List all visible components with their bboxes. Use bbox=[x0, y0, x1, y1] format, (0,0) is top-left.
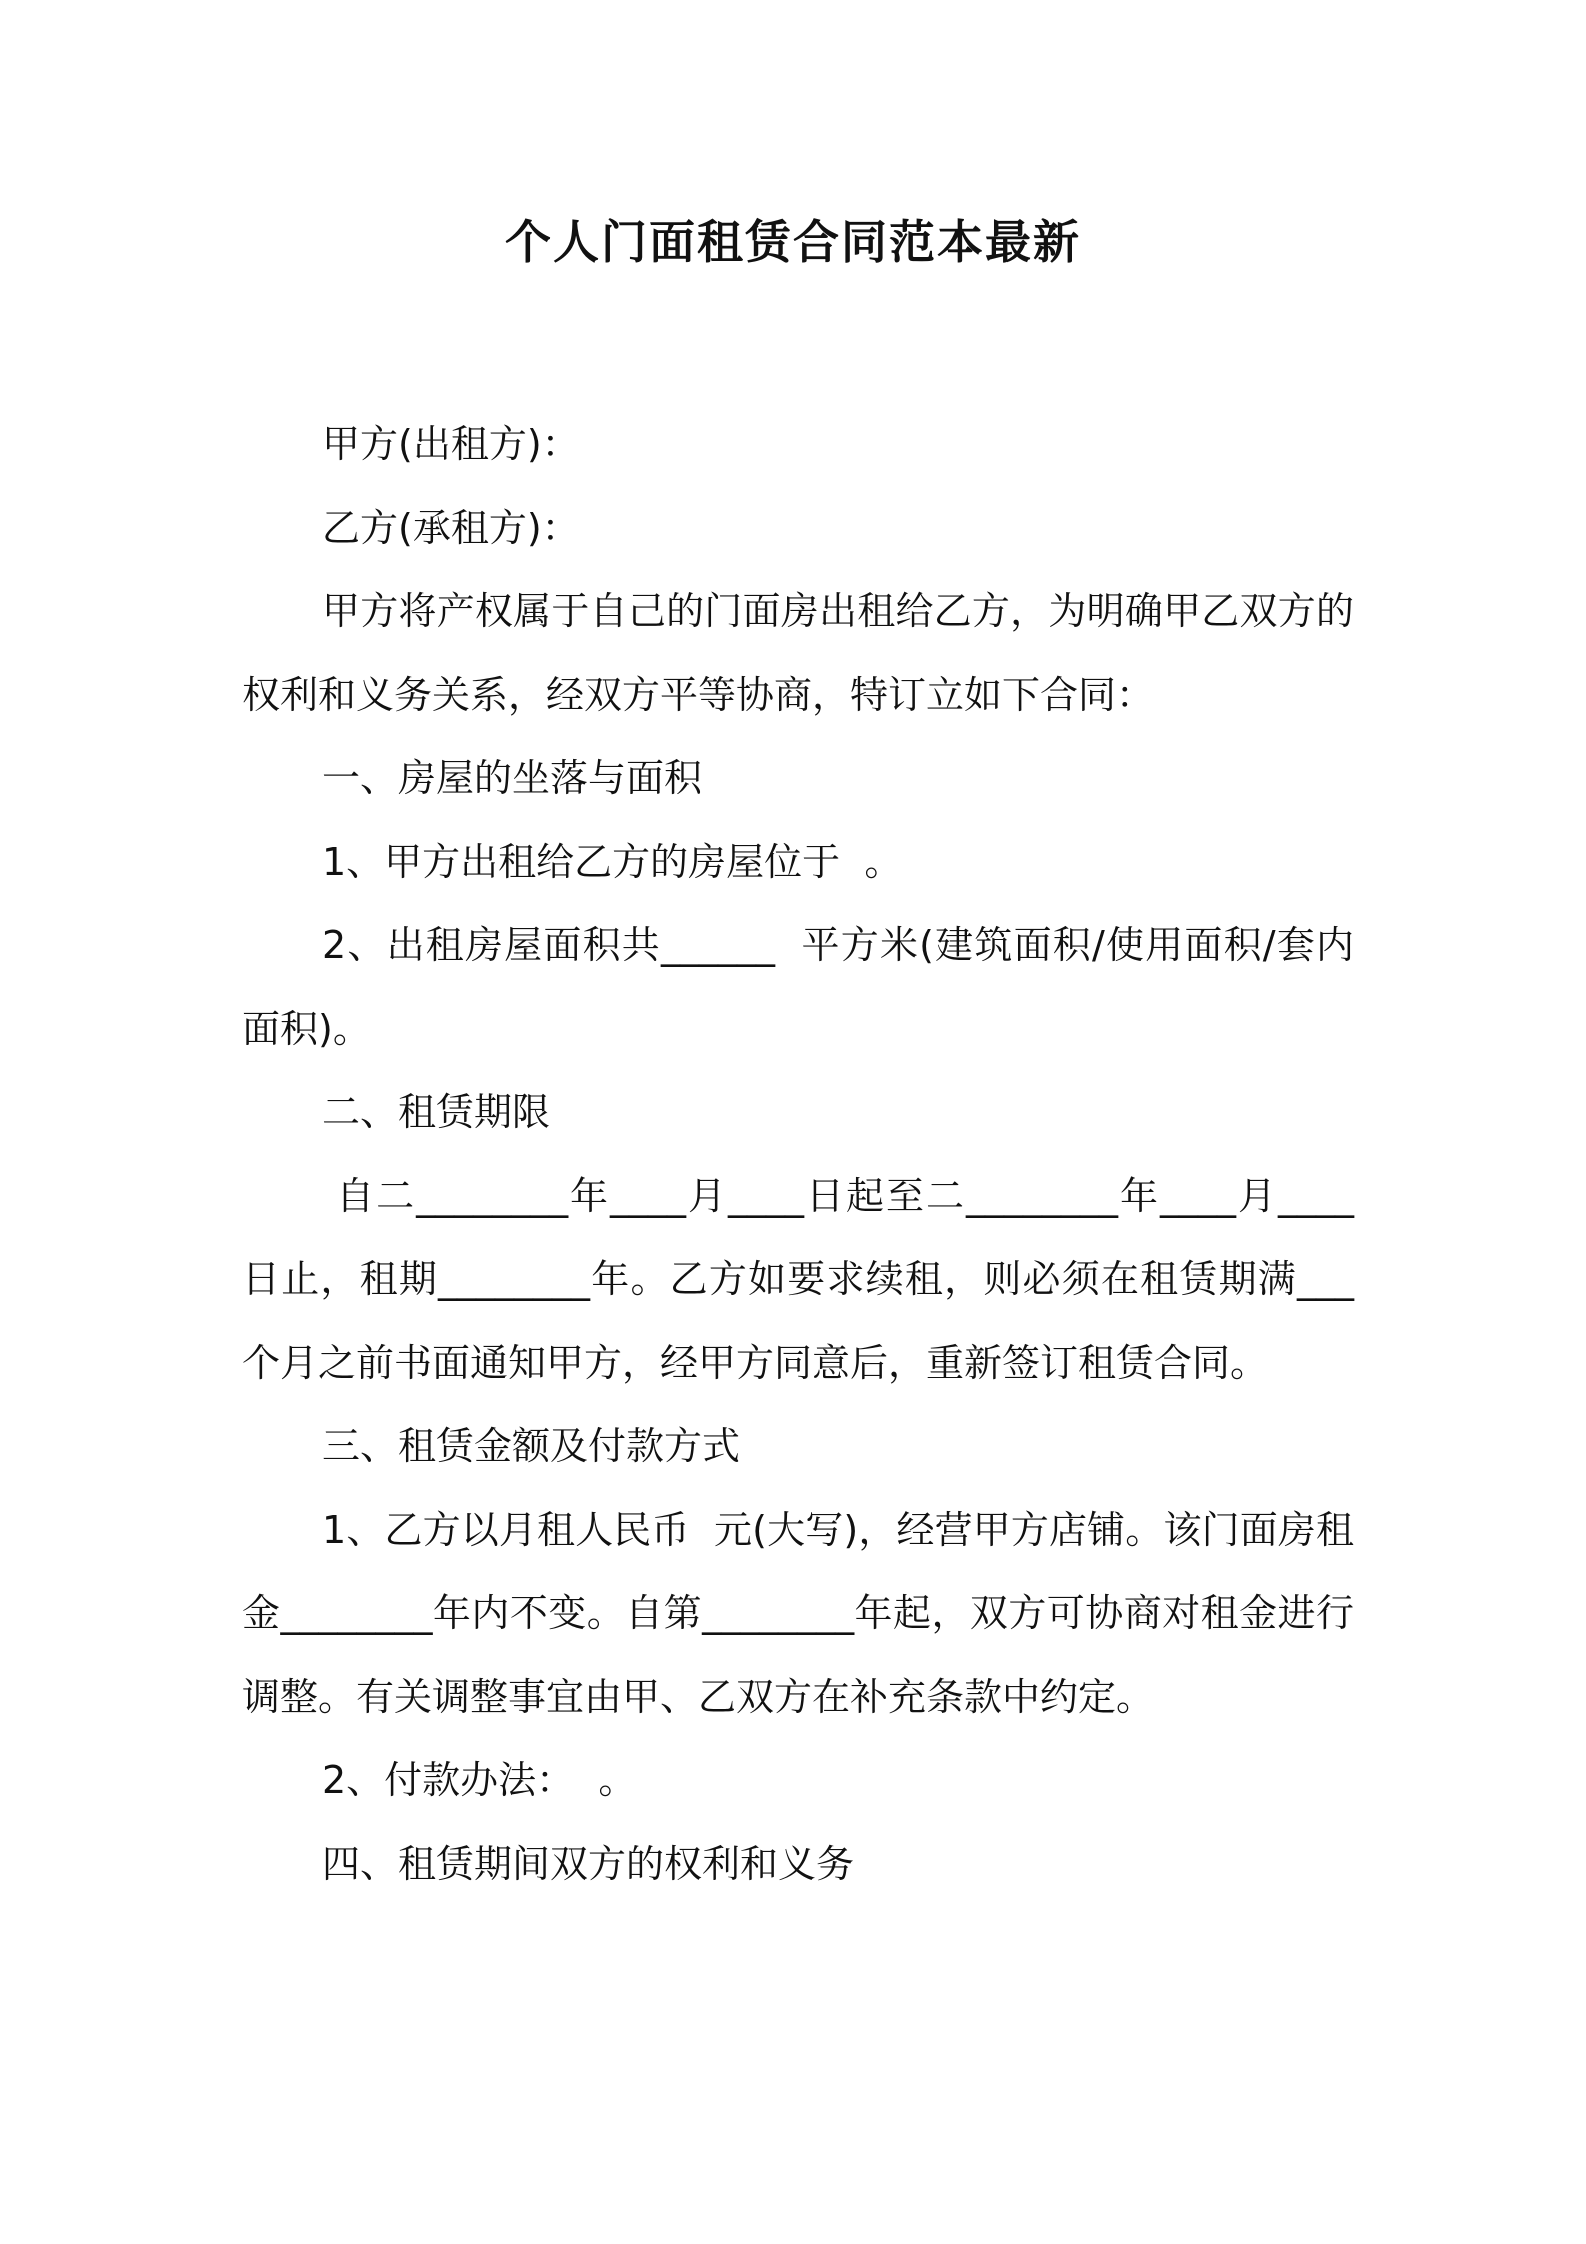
section-heading-rent: 三、租赁金额及付款方式 bbox=[322, 1424, 741, 1468]
party-a-line: 甲方(出租方)： bbox=[322, 422, 580, 466]
party-b-line: 乙方(承租方)： bbox=[322, 505, 580, 550]
preamble-paragraph: 甲方将产权属于自己的门面房出租给乙方，为明确甲乙双方的权利和义务关系，经双方平等协商，特订立如下合同： bbox=[242, 589, 1354, 717]
clause-payment-method: 2、付款办法： 。 bbox=[322, 1758, 637, 1802]
document-title: 个人门面租赁合同范本最新 bbox=[505, 215, 1081, 269]
clause-location: 1、甲方出租给乙方的房屋位于 。 bbox=[322, 839, 903, 884]
section-heading-location: 一、房屋的坐落与面积 bbox=[322, 756, 703, 800]
section-heading-rights: 四、租赁期间双方的权利和义务 bbox=[322, 1841, 855, 1886]
clause-term: 自二________年____月____日起至二________年____月____日止，租期________年。乙方如要求续租，则必须在租赁期满___个月之前书面通知甲方，经甲方同意后，重新签订租赁合同。 bbox=[242, 1173, 1354, 1385]
clause-rent-amount: 1、乙方以月租人民币 元(大写)，经营甲方店铺。该门面房租金________年内不变。自第________年起，双方可协商对租金进行调整。有关调整事宜由甲、乙双方在补充条款中约定。 bbox=[242, 1507, 1354, 1719]
clause-area: 2、出租房屋面积共______ 平方米(建筑面积/使用面积/套内面积)。 bbox=[242, 923, 1354, 1051]
document-body bbox=[242, 403, 1354, 1906]
section-heading-term: 二、租赁期限 bbox=[322, 1090, 551, 1134]
